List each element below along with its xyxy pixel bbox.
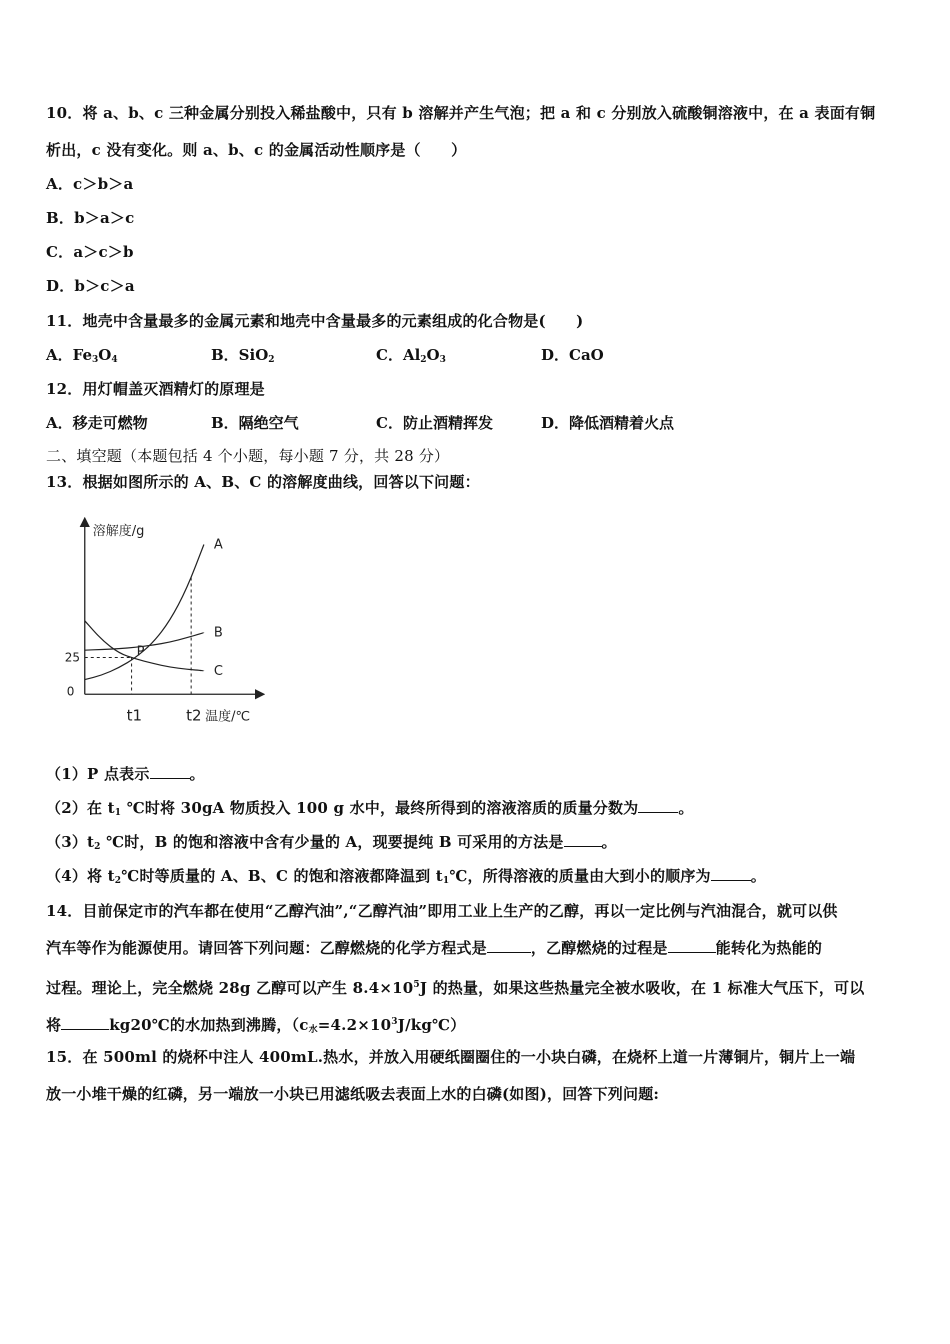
q10-option-c: C．a＞c＞b: [46, 243, 134, 261]
q12-option-c: C．防止酒精挥发: [376, 414, 493, 432]
q12-option-a: A．移走可燃物: [46, 414, 148, 432]
q11-options: [46, 345, 746, 365]
q14-line3: 过程。理论上，完全燃烧 28g 乙醇可以产生 $8.4\times 10^5J$ 的热量，如果这些热量完全被水吸收，在 1 标准大气压下，可以: [46, 979, 865, 997]
q14-line2: 汽车等作为能源使用。请回答下列问题：乙醇燃烧的化学方程式是 ，乙醇燃烧的过程是 能转化为热能的: [46, 939, 823, 957]
x-tick-t1: t1: [126, 706, 143, 725]
q10-option-b: B．b＞a＞c: [46, 209, 135, 227]
x-tick-t2: t2: [186, 706, 202, 725]
q13-sub1: （1）P 点表示 。: [46, 765, 205, 783]
solubility-chart: [46, 510, 276, 740]
y-axis-label: 溶解度/g: [92, 524, 145, 539]
point-p-label: P: [136, 644, 145, 660]
q11-option-b: B．SiO$_2$: [211, 346, 275, 365]
q13-sub2: （2）在 $t_1$ ℃时将 30gA 物质投入 100 g 水中，最终所得到的溶液溶质的质量分数为 。: [46, 799, 694, 818]
q10-option-d: D．b＞c＞a: [46, 277, 135, 295]
section-heading: 二、填空题（本题包括 4 个小题，每小题 7 分，共 28 分）: [46, 447, 450, 465]
curve-label-a: A: [213, 537, 223, 553]
curve-label-b: B: [213, 625, 223, 641]
q10-stem-line2: 析出，c 没有变化。则 a、b、c 的金属活动性顺序是（ ）: [46, 141, 467, 159]
x-axis-label: 温度/℃: [205, 709, 251, 725]
q14-line4: 将 kg20℃的水加热到沸腾，$(c_水=4.2\times 10^3J/kg℃)$: [46, 1016, 466, 1035]
q12-option-d: D．降低酒精着火点: [541, 414, 675, 432]
y-tick-25: 25: [64, 650, 81, 665]
q15-line1: 15．在 500ml 的烧杯中注人 400mL.热水，并放入用硬纸圈圈住的一小块白磷，在烧杯上道一片薄铜片，铜片上一端: [46, 1048, 856, 1066]
q12-stem: 12．用灯帽盖灭酒精灯的原理是: [46, 380, 265, 398]
y-tick-0: 0: [66, 684, 75, 699]
q13-stem: 13．根据如图所示的 A、B、C 的溶解度曲线，回答以下问题：: [46, 473, 480, 491]
q15-line2: 放一小堆干燥的红磷，另一端放一小块已用滤纸吸去表面上水的白磷(如图)，回答下列问题:: [46, 1085, 660, 1103]
q10-stem-line1: 10．将 a、b、c 三种金属分别投入稀盐酸中，只有 b 溶解并产生气泡；把 a 和 c 分别放入硫酸铜溶液中，在 a 表面有铜: [46, 104, 876, 122]
chart-axes: [85, 522, 260, 694]
q11-option-d: D．CaO: [541, 346, 604, 364]
q13-sub4: （4）将 $t_2℃$时等质量的 A、B、C 的饱和溶液都降温到 $t_1℃$，所得溶液的质量由大到小的顺序为 。: [46, 867, 766, 886]
curve-label-c: C: [213, 663, 223, 679]
q13-sub3: $(3)t_2$ ℃时，B 的饱和溶液中含有少量的 A，现要提纯 B 可采用的方法是 。: [46, 833, 617, 852]
q12-options: [46, 413, 746, 433]
q11-stem: 11．地壳中含量最多的金属元素和地壳中含量最多的元素组成的化合物是( ): [46, 312, 584, 330]
q12-option-b: B．隔绝空气: [211, 414, 299, 432]
q10-option-a: A．c＞b＞a: [46, 175, 134, 193]
q11-option-a: A．$Fe_3O_4$: [46, 346, 118, 365]
q14-line1: 14．目前保定市的汽车都在使用“乙醇汽油”,“乙醇汽油”即用工业上生产的乙醇，再以一定比例与汽油混合，就可以供: [46, 902, 838, 920]
q11-option-c: C．$Al_2O_3$: [376, 346, 446, 365]
